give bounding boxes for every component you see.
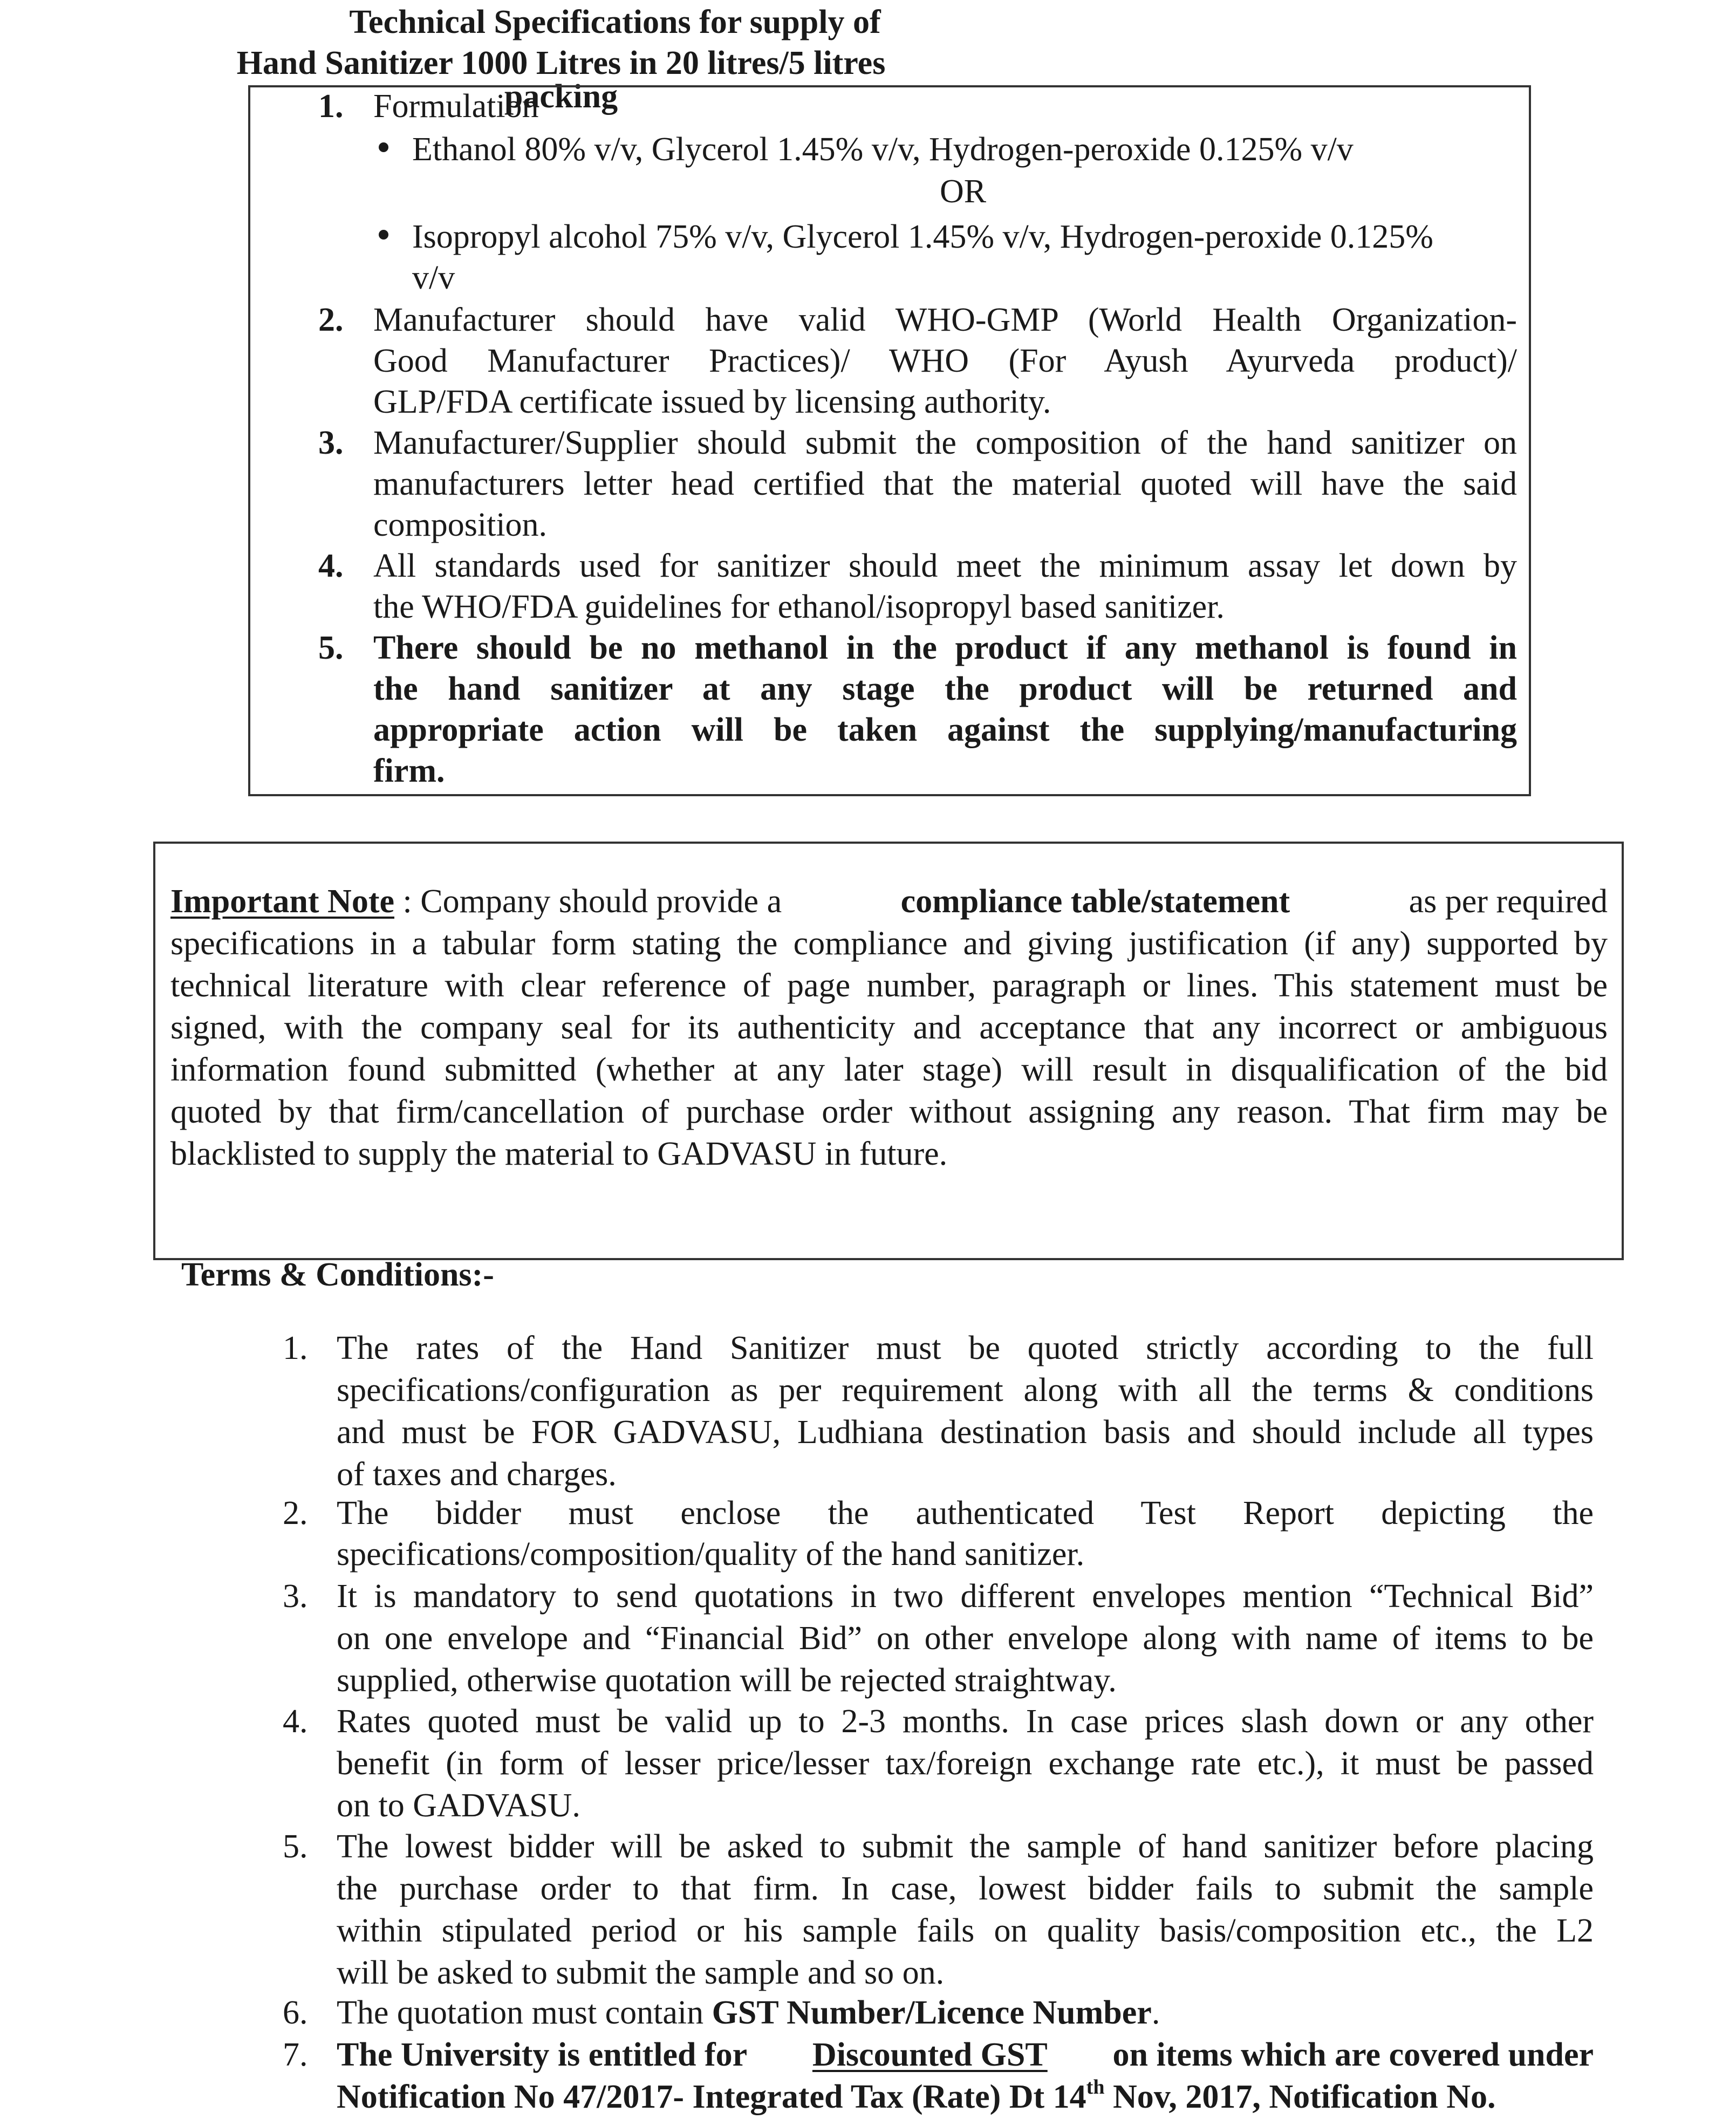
spec-item-4-line: All standards used for sanitizer should meet the minimum assay let down by — [373, 548, 1517, 584]
term-5-line: the purchase order to that firm. In case, lowest bidder fails to submit the sample — [337, 1870, 1594, 1907]
spec-item-3-line: composition. — [373, 507, 548, 543]
term-7-text: Notification No 47/2017- Integrated Tax (Rate) Dt 14 — [337, 2079, 1086, 2115]
important-note-line: technical literature with clear reference of page number, paragraph or lines. This statement must be — [170, 967, 1608, 1004]
important-note-first-line-body — [420, 885, 1608, 918]
spec-option-ethanol: Ethanol 80% v/v, Glycerol 1.45% v/v, Hydrogen-peroxide 0.125% v/v — [412, 131, 1354, 168]
bullet-icon — [379, 230, 388, 240]
spec-item-5-line: There should be no methanol in the product if any methanol is found in — [373, 630, 1517, 666]
spec-item-5-line: firm. — [373, 753, 445, 789]
term-5-line: within stipulated period or his sample fails on quality basis/composition etc., the L2 — [337, 1912, 1594, 1949]
term-2-line: The bidder must enclose the authenticated Test Report depicting the — [337, 1495, 1594, 1532]
spec-item-2-number: 2. — [318, 302, 344, 338]
important-note-heading: Important Note — [170, 883, 394, 920]
spec-item-3-number: 3. — [318, 425, 344, 461]
term-4-line: benefit (in form of lesser price/lesser tax/foreign exchange rate etc.), it must be passed — [337, 1745, 1594, 1782]
important-note-text: as per required — [1409, 883, 1608, 920]
spec-item-1-number: 1. — [318, 88, 344, 125]
spec-item-2-line: Good Manufacturer Practices)/ WHO (For Ayush Ayurveda product)/ — [373, 343, 1517, 379]
term-7-underlined-text: Discounted GST — [812, 2036, 1048, 2073]
term-7-superscript: th — [1086, 2076, 1105, 2099]
spec-item-4-line: the WHO/FDA guidelines for ethanol/isopropyl based sanitizer. — [373, 589, 1225, 625]
term-1-line: and must be FOR GADVASU, Ludhiana destination basis and should include all types — [337, 1414, 1594, 1451]
term-4-number: 4. — [283, 1703, 308, 1740]
term-6-bold-text: GST Number/Licence Number — [712, 1994, 1152, 2031]
term-6-line — [337, 1996, 1160, 2029]
term-7-text: on items which are covered under — [1112, 2036, 1594, 2073]
term-3-number: 3. — [283, 1578, 308, 1615]
term-7-number: 7. — [283, 2036, 308, 2073]
term-6-text-end: . — [1151, 1994, 1160, 2031]
term-5-number: 5. — [283, 1828, 308, 1865]
term-7-line-2 — [337, 2076, 1496, 2115]
term-5-line: The lowest bidder will be asked to submit the sample of hand sanitizer before placing — [337, 1828, 1594, 1865]
spec-item-3-line: manufacturers letter head certified that the material quoted will have the said — [373, 466, 1517, 502]
term-6-number: 6. — [283, 1994, 308, 2031]
important-note-line: signed, with the company seal for its authenticity and acceptance that any incorrect or ambiguous — [170, 1009, 1608, 1046]
term-4-line: Rates quoted must be valid up to 2-3 months. In case prices slash down or any other — [337, 1703, 1594, 1740]
term-7-text: Nov, 2017, Notification No. — [1104, 2079, 1496, 2115]
spec-item-5-line: the hand sanitizer at any stage the product will be returned and — [373, 671, 1517, 707]
important-note-line: blacklisted to supply the material to GADVASU in future. — [170, 1136, 948, 1172]
spec-item-5-line: appropriate action will be taken against the supplying/manufacturing — [373, 712, 1517, 748]
term-1-number: 1. — [283, 1330, 308, 1366]
term-3-line: on one envelope and “Financial Bid” on other envelope along with name of items to be — [337, 1620, 1594, 1657]
term-3-line: It is mandatory to send quotations in two different envelopes mention “Technical Bid” — [337, 1578, 1594, 1615]
spec-item-4-number: 4. — [318, 548, 344, 584]
term-3-line: supplied, otherwise quotation will be rejected straightway. — [337, 1662, 1117, 1699]
term-6-text: The quotation must contain — [337, 1994, 712, 2031]
important-note-bold-text: compliance table/statement — [900, 883, 1290, 920]
important-note-line: information found submitted (whether at any later stage) will result in disqualification of the bid — [170, 1051, 1608, 1088]
term-7-text: The University is entitled for — [337, 2036, 748, 2073]
term-2-number: 2. — [283, 1495, 308, 1532]
important-note-text: Company should provide a — [420, 883, 782, 920]
important-note-colon: : — [394, 883, 421, 920]
term-2-line: specifications/composition/quality of the hand sanitizer. — [337, 1536, 1085, 1573]
term-4-line: on to GADVASU. — [337, 1787, 580, 1824]
important-note-line: specifications in a tabular form stating the compliance and giving justification (if any) supported by — [170, 925, 1608, 962]
spec-item-2-line: Manufacturer should have valid WHO-GMP (World Health Organization- — [373, 302, 1517, 338]
spec-item-5-number: 5. — [318, 630, 344, 666]
spec-item-3-line: Manufacturer/Supplier should submit the composition of the hand sanitizer on — [373, 425, 1517, 461]
document-title-line-1: Technical Specifications for supply of — [349, 4, 881, 40]
spec-option-isopropyl-line-1: Isopropyl alcohol 75% v/v, Glycerol 1.45% v/v, Hydrogen-peroxide 0.125% — [412, 218, 1433, 255]
term-7-line-1 — [337, 2038, 1594, 2072]
document-title-line-2: Hand Sanitizer 1000 Litres in 20 litres/5 litres packing — [236, 45, 886, 115]
spec-or-separator: OR — [940, 173, 987, 210]
term-1-line: specifications/configuration as per requirement along with all the terms & conditions — [337, 1372, 1594, 1409]
spec-option-isopropyl-line-2: v/v — [412, 259, 455, 296]
term-5-line: will be asked to submit the sample and so on. — [337, 1954, 945, 1991]
term-1-line: of taxes and charges. — [337, 1456, 617, 1493]
important-note-first-line — [170, 885, 1608, 918]
terms-heading: Terms & Conditions:- — [181, 1256, 494, 1293]
term-1-line: The rates of the Hand Sanitizer must be quoted strictly according to the full — [337, 1330, 1594, 1366]
spec-item-1-label: Formulation — [373, 88, 539, 125]
spec-item-2-line: GLP/FDA certificate issued by licensing authority. — [373, 384, 1051, 420]
bullet-icon — [379, 142, 388, 152]
important-note-line: quoted by that firm/cancellation of purchase order without assigning any reason. That firm may be — [170, 1093, 1608, 1130]
